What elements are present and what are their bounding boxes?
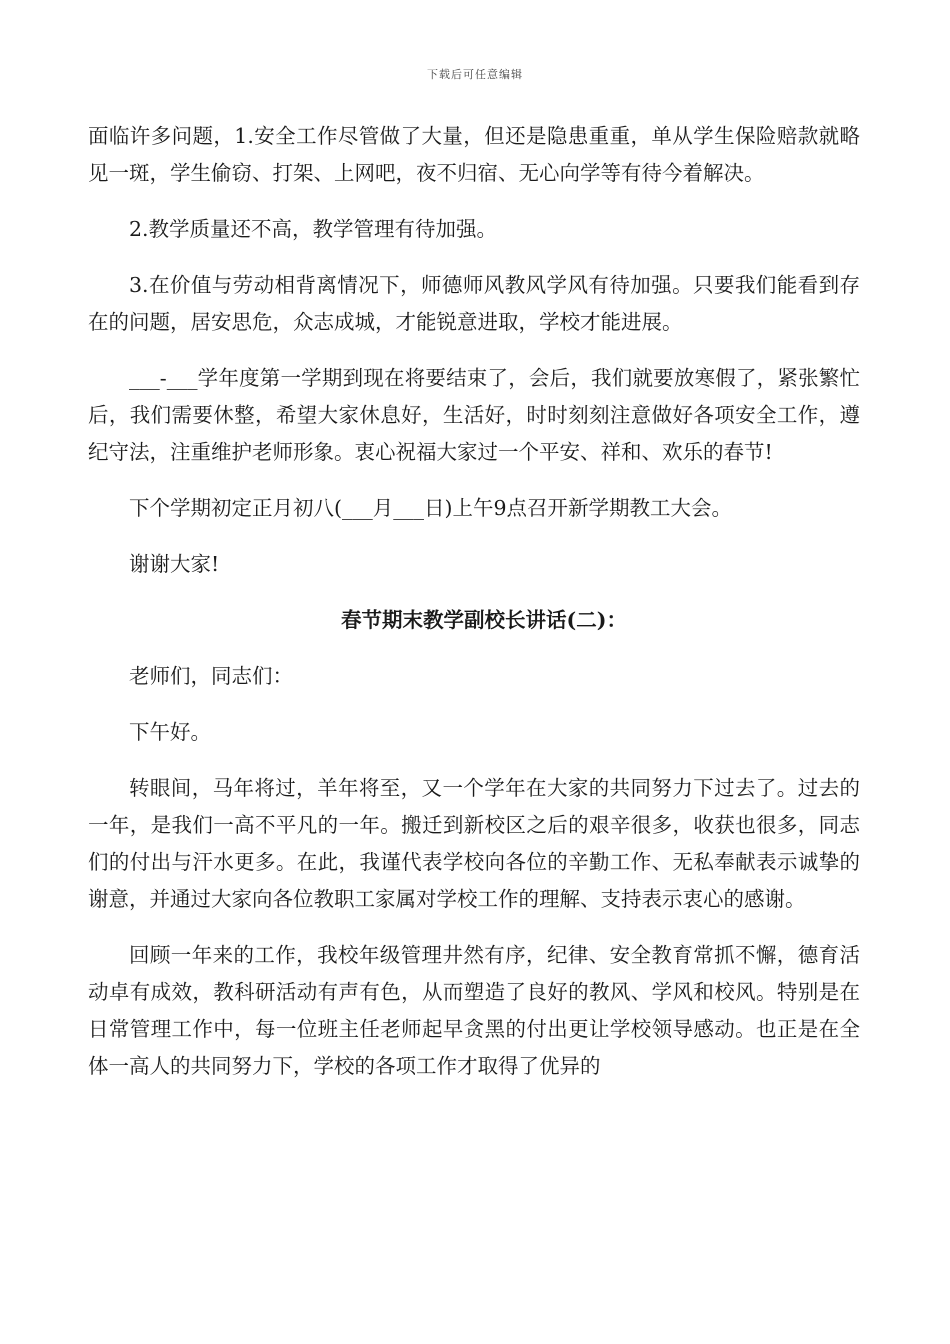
meeting-text-a: 下个学期初定正月初八( xyxy=(129,496,342,520)
year-dash: - xyxy=(159,366,167,390)
semester-end-text: 学年度第一学期到现在将要结束了，会后，我们就要放寒假了，紧张繁忙后，我们需要休整，希望大家休息好，生活好，时时刻刻注意做好各项安全工作，遵纪守法，注重维护老师形象。衷心祝福大家过一个平安、祥和、欢乐的春节! xyxy=(88,366,860,464)
paragraph-thanks: 谢谢大家! xyxy=(129,552,220,576)
year-blank-2: ___ xyxy=(166,366,198,390)
page-header: 下载后可任意编辑 xyxy=(427,68,523,81)
month-blank: ___ xyxy=(342,496,373,520)
document-body xyxy=(88,118,860,1104)
meeting-text-c: 日)上午9点召开新学期教工大会。 xyxy=(424,496,733,520)
paragraph-work-review: 回顾一年来的工作，我校年级管理井然有序，纪律、安全教育常抓不懈，德育活动卓有成效，教科研活动有声有色，从而塑造了良好的教风、学风和校风。特别是在日常管理工作中，每一位班主任老师起早贪黑的付出更让学校领导感动。也正是在全体一高人的共同努力下，学校的各项工作才取得了优异的 xyxy=(88,943,860,1078)
paragraph-salutation: 老师们，同志们： xyxy=(129,664,293,688)
paragraph-problems-3: 3.在价值与劳动相背离情况下，师德师风教风学风有待加强。只要我们能看到存在的问题，居安思危，众志成城，才能锐意进取，学校才能进展。 xyxy=(88,273,860,334)
paragraph-greeting: 下午好。 xyxy=(129,720,211,744)
day-blank: ___ xyxy=(393,496,424,520)
paragraph-next-meeting xyxy=(88,490,860,527)
section-heading: 春节期末教学副校长讲话(二)： xyxy=(341,608,627,632)
paragraph-problems-1: 面临许多问题，1.安全工作尽管做了大量，但还是隐患重重，单从学生保险赔款就略见一斑，学生偷窃、打架、上网吧，夜不归宿、无心向学等有待今着解决。 xyxy=(88,124,860,185)
paragraph-year-review: 转眼间，马年将过，羊年将至，又一个学年在大家的共同努力下过去了。过去的一年，是我们一高不平凡的一年。搬迁到新校区之后的艰辛很多，收获也很多，同志们的付出与汗水更多。在此，我谨代表学校向各位的辛勤工作、无私奉献表示诚挚的谢意，并通过大家向各位教职工家属对学校工作的理解、支持表示衷心的感谢。 xyxy=(88,776,860,911)
meeting-text-b: 月 xyxy=(372,496,394,520)
paragraph-semester-end xyxy=(88,360,860,471)
year-blank-1: ___ xyxy=(129,366,160,390)
paragraph-problems-2: 2.教学质量还不高，教学管理有待加强。 xyxy=(129,217,498,241)
